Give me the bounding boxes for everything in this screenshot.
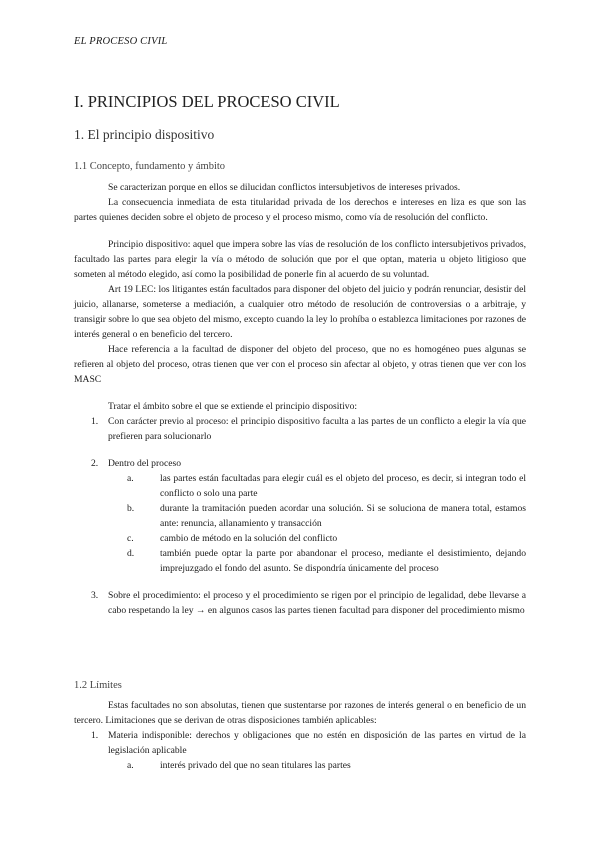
list-letter: c. <box>127 533 134 544</box>
list-number: 2. <box>91 458 99 469</box>
list-text: cambio de método en la solución del conflicto <box>160 533 338 544</box>
section-heading: 1. El principio dispositivo <box>74 127 215 142</box>
list-item <box>74 456 526 471</box>
list-letter: a. <box>127 473 134 484</box>
running-header: EL PROCESO CIVIL <box>74 36 168 47</box>
paragraph: Se caracterizan porque en ellos se dilucidan conflictos intersubjetivos de intereses privados. <box>108 182 461 193</box>
paragraph: Principio dispositivo: aquel que impera sobre las vías de resolución de los conflicto intersubjetivos privados, facultado las partes para elegir la vía o método de solución que por el que optan, materia u objeto litigioso que someten al método elegido, así como la posibilidad de ponerle fin al acuerdo de su voluntad. <box>74 239 526 280</box>
list-text: también puede optar la parte por abandonar el proceso, mediante el desistimiento, dejando imprejuzgado el fondo del asunto. Se dispondría únicamente del proceso <box>160 548 526 574</box>
paragraph: Hace referencia a la facultad de disponer del objeto del proceso, que no es homogéneo pues algunas se refieren al objeto del proceso, otras tienen que ver con el proceso sin afectar al objeto, y otras tienen que ver con los MASC <box>74 344 526 385</box>
paragraph: Estas facultades no son absolutas, tienen que sustentarse por razones de interés general o en beneficio de un tercero. Limitaciones que se derivan de otras disposiciones también aplicables: <box>74 700 526 726</box>
sublist-item <box>74 501 526 531</box>
sublist-item <box>74 546 526 576</box>
list-text: durante la tramitación pueden acordar una solución. Si se soluciona de manera total, estamos ante: renuncia, allanamiento y transacción <box>160 503 526 529</box>
list-number: 1. <box>91 416 99 427</box>
paragraph: Tratar el ámbito sobre el que se extiende el principio dispositivo: <box>108 401 358 412</box>
list-number: 3. <box>91 590 99 601</box>
sublist-item <box>74 758 526 773</box>
list-letter: d. <box>127 548 135 559</box>
list-item <box>74 414 526 444</box>
list-text: las partes están facultadas para elegir cuál es el objeto del proceso, es decir, si integran todo el conflicto o solo una parte <box>160 473 526 499</box>
list-letter: b. <box>127 503 135 514</box>
list-text: interés privado del que no sean titulares las partes <box>160 760 351 771</box>
sublist-item <box>74 531 526 546</box>
list-text: Con carácter previo al proceso: el principio dispositivo faculta a las partes de un conflicto a elegir la vía que prefieren para solucionarlo <box>108 416 526 442</box>
list-text: Materia indisponible: derechos y obligaciones que no estén en disposición de las partes en virtud de la legislación aplicable <box>108 730 526 756</box>
list-item <box>74 588 526 618</box>
body-block-2 <box>74 698 526 773</box>
subsection-heading: 1.2 Límites <box>74 680 122 691</box>
list-letter: a. <box>127 760 134 771</box>
paragraph: Art 19 LEC: los litigantes están facultados para disponer del objeto del juicio y podrán renunciar, desistir del juicio, allanarse, someterse a mediación, a cualquier otro método de resolución de controversias o a arbitraje, y transigir sobre lo que sea objeto del mismo, excepto cuando la ley lo prohíba o establezca limitaciones por razones de interés general o en beneficio del tercero. <box>74 284 526 340</box>
chapter-title: I. PRINCIPIOS DEL PROCESO CIVIL <box>74 92 340 111</box>
list-text: Sobre el procedimiento: el proceso y el procedimiento se rigen por el principio de legalidad, debe llevarse a cabo respetando la ley → en algunos casos las partes tienen facultad para disponer del procedimiento mismo <box>108 590 526 616</box>
list-item <box>74 728 526 758</box>
sublist-item <box>74 471 526 501</box>
paragraph: La consecuencia inmediata de esta titularidad privada de los derechos e intereses en liza es que son las partes quienes deciden sobre el objeto de proceso y el proceso mismo, como vía de resolución del conflicto. <box>74 197 526 223</box>
list-number: 1. <box>91 730 99 741</box>
list-text: Dentro del proceso <box>108 458 181 469</box>
subsection-heading: 1.1 Concepto, fundamento y ámbito <box>74 161 226 172</box>
body-block-1 <box>74 180 526 618</box>
